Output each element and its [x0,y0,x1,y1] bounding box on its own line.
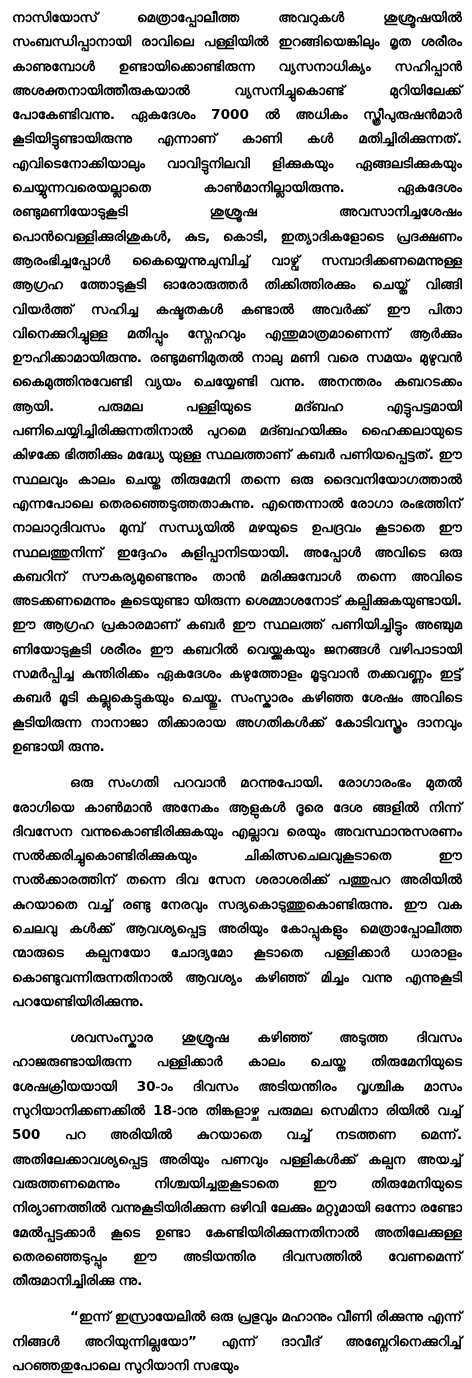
paragraph-funeral-rites: നാസിയോസ് മെത്രാപ്പോലീത്ത അവറുകൾ ശുശ്രൂഷയിൽ സംബന്ധിപ്പാനായി രാവിലെ പള്ളിയിൽ ഇറങ്ങിയെങ്കിലും മൃത ശരീരം കാണുമ്പോൾ ഉണ്ടായിക്കൊണ്ടിരുന്ന വ്യസനാധിക്യം സഹിപ്പാൻ അശക്തനായിത്തീരുകയാൽ വ്യസനിച്ചുകൊണ്ട് മുറിയിലേക്ക് പോകേണ്ടിവന്നു. ഏകദേശം 7000 ൽ അധികം സ്ത്രീപുരുഷൻമാർ കൂടിയിട്ടുണ്ടായിരുന്നു എന്നാണ് കാണി കൾ മതിച്ചിരിക്കുന്നത്. എവിടെനോക്കിയാലും വാവിട്ടുനിലവി ളിക്കുകയും ഏങ്ങലടിക്കുകയും ചെയ്യുന്നവരെയല്ലാതെ കാൺമാനില്ലായിരുന്നു. ഏകദേശം രണ്ടുമണിയോടുകൂടി ശുശ്രൂഷ അവസാനിച്ചശേഷം പൊൻവെള്ളിക്കുരിശുകൾ, കുട, കൊടി, ഇത്യാദികളോടെ പ്രദക്ഷണം ആരംഭിച്ചപ്പോൾ കൈയ്യെന്നുചുമ്പിച്ച് വാഴ്വ് സമ്പാദിക്കണമെന്നുള്ള ആഗ്രഹ ത്തോടുകൂടി ഓരോരുത്തർ തിക്കിത്തിരക്കും ചെയ്ത് വിങ്ങി വിയർത്ത് സഹിച്ച കഷ്ടതകൾ കണ്ടാൽ അവർക്ക് ഈ പിതാ വിനെക്കുറിച്ചുള്ള മതിപ്പും സ്നേഹവും എന്തുമാത്രമാണെന്ന് ആർക്കും ഊഹിക്കാമായിരുന്നു. രണ്ടുമണിമുതൽ നാലു മണി വരെ സമയം മുഴുവൻ കൈമുത്തിനുവേണ്ടി വ്യയം ചെയ്യേണ്ടി വന്നു. അനന്തരം കബറടക്കം ആയി. പരുമല പള്ളിയുടെ മദ്ബഹ എട്ടുപട്ടമായി പണിചെയ്യിച്ചിരിക്കുന്നതിനാൽ പുറമെ മദ്ബഹയിക്കും ഹൈക്കലായുടെ കിഴക്കേ ഭിത്തിക്കും മദ്ധ്യേ യുള്ള സ്ഥലത്താണ് കബർ പണിയപ്പെട്ടത്. ഈ സ്ഥലവും കാലം ചെയ്ത തിരുമേനി തന്നെ ഒരു ദൈവനിയോഗത്താൽ എന്നപോലെ തെരഞ്ഞെടുത്തതാകുന്നു. എന്തെന്നാൽ രോഗാ രംഭത്തിന് നാലാറുദിവസം മുമ്പ് സന്ധ്യയിൽ മഴയുടെ ഉപദ്രവം കൂടാതെ ഈ സ്ഥലത്തുനിന്ന് ഇദ്ദേഹം കുളിപ്പാനിടയായി. അപ്പോൾ അവിടെ ഒരു കബറിന് സൗകര്യമുണ്ടെന്നും താൻ മരിക്കുമ്പോൾ തന്നെ അവിടെ അടക്കണമെന്നും കൂടെയുണ്ടാ യിരുന്ന ശെമ്മാശനോട് കല്പിക്കുകയുണ്ടായി. ഈ ആഗ്രഹ പ്രകാരമാണ് കബർ ഈ സ്ഥലത്ത് പണിയിച്ചിട്ടും അഞ്ചുമ ണിയോടുകൂടി ശരീരം ഈ കബറിൽ വെയ്ക്കുകയും ജനങ്ങൾ വഴിപാടായി സമർപ്പിച്ച കുന്തിരിക്കം ഏകദേശം കഴുത്തോളം മൂടുവാൻ തക്കവണ്ണം ഇട്ട് കബർ മൂടി കല്ലുകെട്ടുകയും ചെയ്തു. സംസ്കാരം കഴിഞ്ഞ ശേഷം അവിടെ കൂടിയിരുന്ന നാനാജാ തിക്കാരായ അഗതികൾക്ക് കോടിവസ്ത്രം ദാനവും ഉണ്ടായി രുന്നു. [12,10,462,755]
paragraph-forgotten-matter: ഒരു സംഗതി പറവാൻ മറന്നുപോയി. രോഗാരംഭം മുതൽ രോഗിയെ കാൺമാൻ അനേകം ആളുകൾ ദൂരെ ദേശ ങ്ങളിൽ നിന്ന് ദിവസേന വന്നുകൊണ്ടിരിക്കുകയും എല്ലാവ രെയും അവസ്ഥാനുസരണം സൽക്കരിച്ചുകൊണ്ടിരിക്കുകയും ചികിത്സചെലവുകൂടാതെ ഈ സൽക്കാരത്തിന് തന്നെ ദിവ സേന ശരാശരിക്ക് പത്തുപറ അരിയിൽ കുറയാതെ വച്ച് രണ്ടു നേരവും സദ്യകൊടുത്തുകൊണ്ടിരുന്നു. ഈ വക ചെലവു കൾക്ക് ആവശ്യപ്പെട്ട അരിയും കോപ്പുകളും മെത്രാപ്പോലീത്ത ന്മാരുടെ കല്പനയോ ചോദ്യമോ കൂടാതെ പള്ളിക്കാർ ധാരാളം കൊണ്ടുവന്നിരുന്നതിനാൽ ആവശ്യം കഴിഞ്ഞ് മിച്ചം വന്നു എന്നുകൂടി പറയേണ്ടിയിരിക്കുന്നു. [12,775,462,1010]
paragraph-closing-quote: “ഇന്ന് ഇസ്രായേലിൽ ഒരു പ്രഭുവും മഹാനും വീണി രിക്കുന്നു എന്ന് നിങ്ങൾ അറിയുന്നില്ലയോ” എന്ന് ദാവീദ് അബ്നേറിനെക്കുറിച്ച് പറഞ്ഞതുപോലെ സുറിയാനി സഭയും [12,1309,462,1375]
paragraph-memorial-decision: ശവസംസ്കാര ശുശ്രൂഷ കഴിഞ്ഞ് അടുത്ത ദിവസം ഹാജരുണ്ടായിരുന്ന പള്ളിക്കാർ കാലം ചെയ്ത തിരുമേനിയുടെ ശേഷക്രിയയായി 30-ാം ദിവസം അടിയന്തിരം വൃശ്ചിക മാസം സുറിയാനിക്കണക്കിൽ 18-ാനു തിങ്കളാഴ്ച പരുമല സെമിനാ രിയിൽ വച്ച് 500 പറ അരിയിൽ കുറയാതെ വച്ച് നടത്തണ മെന്ന്. അതിലേക്കാവശ്യപ്പെട്ട അരിയും പണവും പള്ളികൾക്ക് കല്പന അയച്ച് വരുത്തണമെന്നും നിശ്ചയിച്ചതുകൂടാതെ ഈ തിരുമേനിയുടെ നിര്യാണത്തിൽ വന്നുകൂടിയിരിക്കുന്ന ഒഴിവി ലേക്കും മറ്റുമായി ഒന്നോ രണ്ടോ മേൽപ്പട്ടക്കാർ കൂടെ ഉണ്ടാ കേണ്ടിയിരിക്കുന്നതിനാൽ അതിലേക്കുള്ള തെരഞ്ഞെടുപ്പും ഈ അടിയന്തിര ദിവസത്തിൽ വേണമെന്ന് തീരുമാനിച്ചിരിക്കു ന്നു. [12,1030,462,1290]
